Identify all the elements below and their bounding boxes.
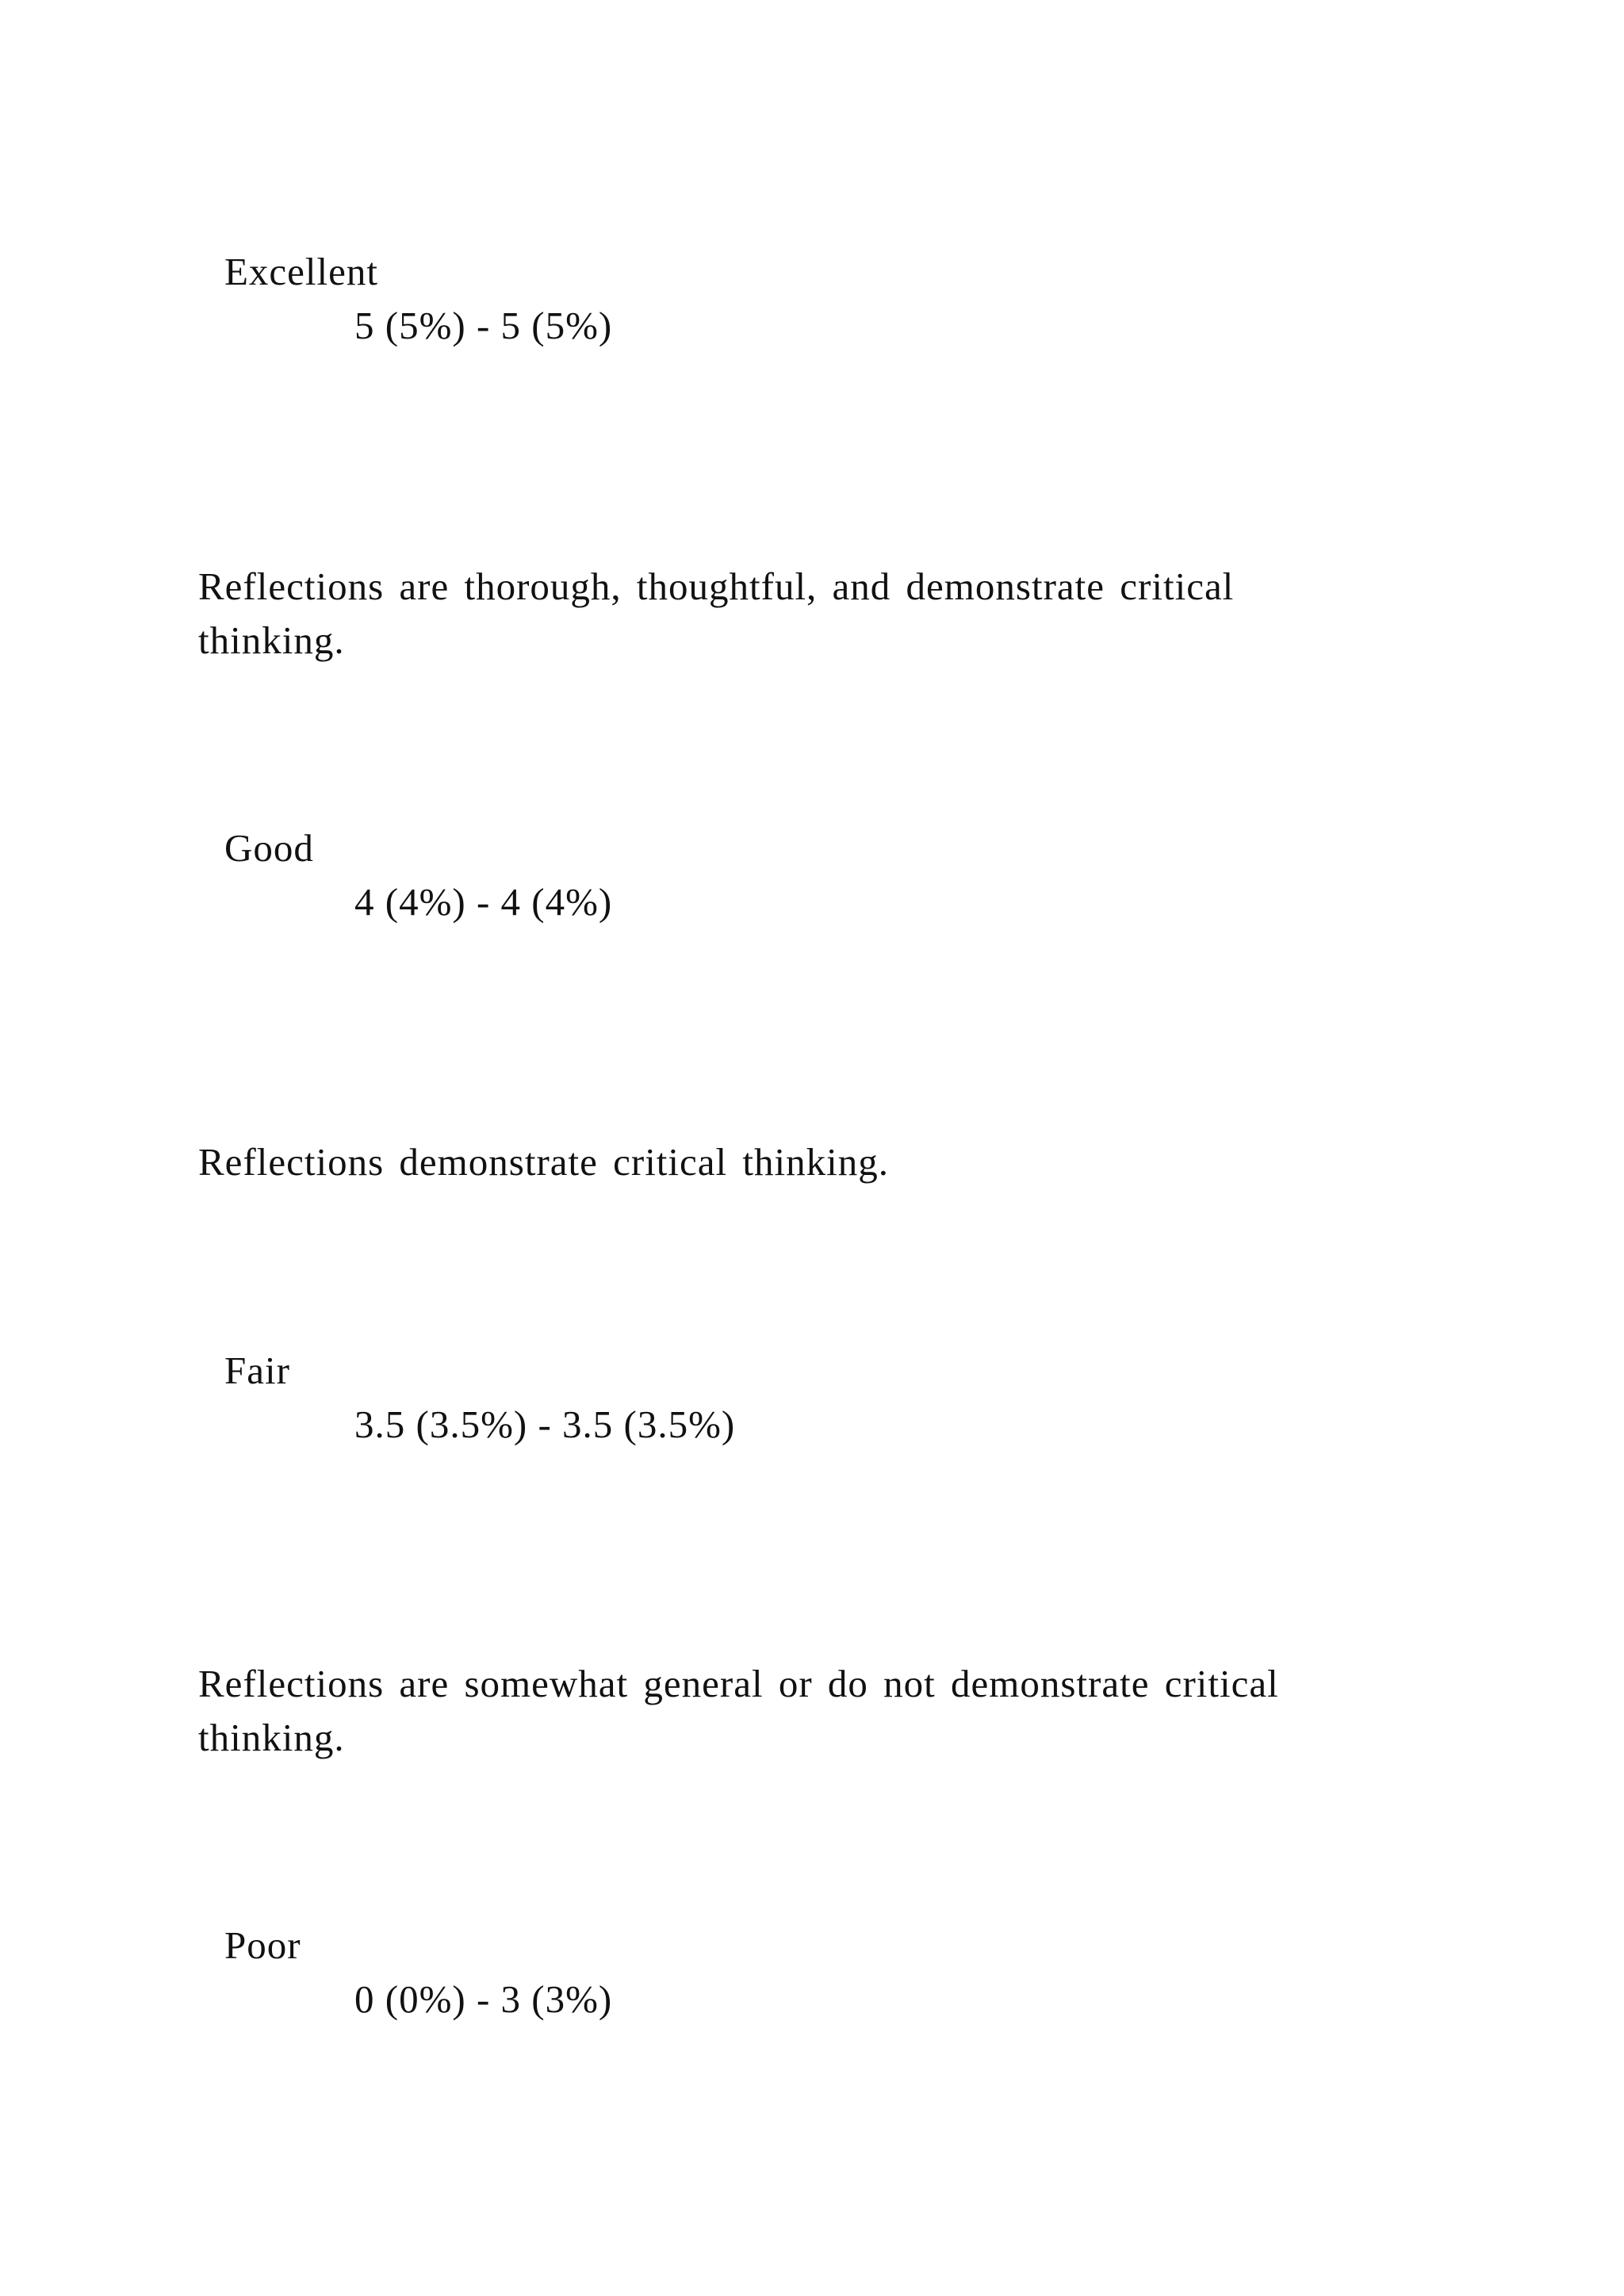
rubric-level-range-fair: 3.5 (3.5%) - 3.5 (3.5%) [354,1402,736,1446]
rubric-level-range-excellent: 5 (5%) - 5 (5%) [354,304,613,347]
rubric-description-good-line-1: Reflections demonstrate critical thinking. [198,1140,889,1184]
rubric-description-fair-line-1: Reflections are somewhat general or do not demonstrate critical [198,1662,1279,1705]
rubric-level-title-fair: Fair [224,1349,290,1392]
rubric-description-fair-line-2: thinking. [198,1716,345,1759]
rubric-description-excellent-line-2: thinking. [198,618,345,662]
rubric-level-range-poor: 0 (0%) - 3 (3%) [354,1977,613,2021]
rubric-level-range-good: 4 (4%) - 4 (4%) [354,880,613,924]
rubric-description-excellent-line-1: Reflections are thorough, thoughtful, and demonstrate critical [198,564,1235,608]
rubric-level-title-poor: Poor [224,1923,301,1967]
rubric-level-title-good: Good [224,826,314,870]
rubric-level-title-excellent: Excellent [224,250,379,293]
